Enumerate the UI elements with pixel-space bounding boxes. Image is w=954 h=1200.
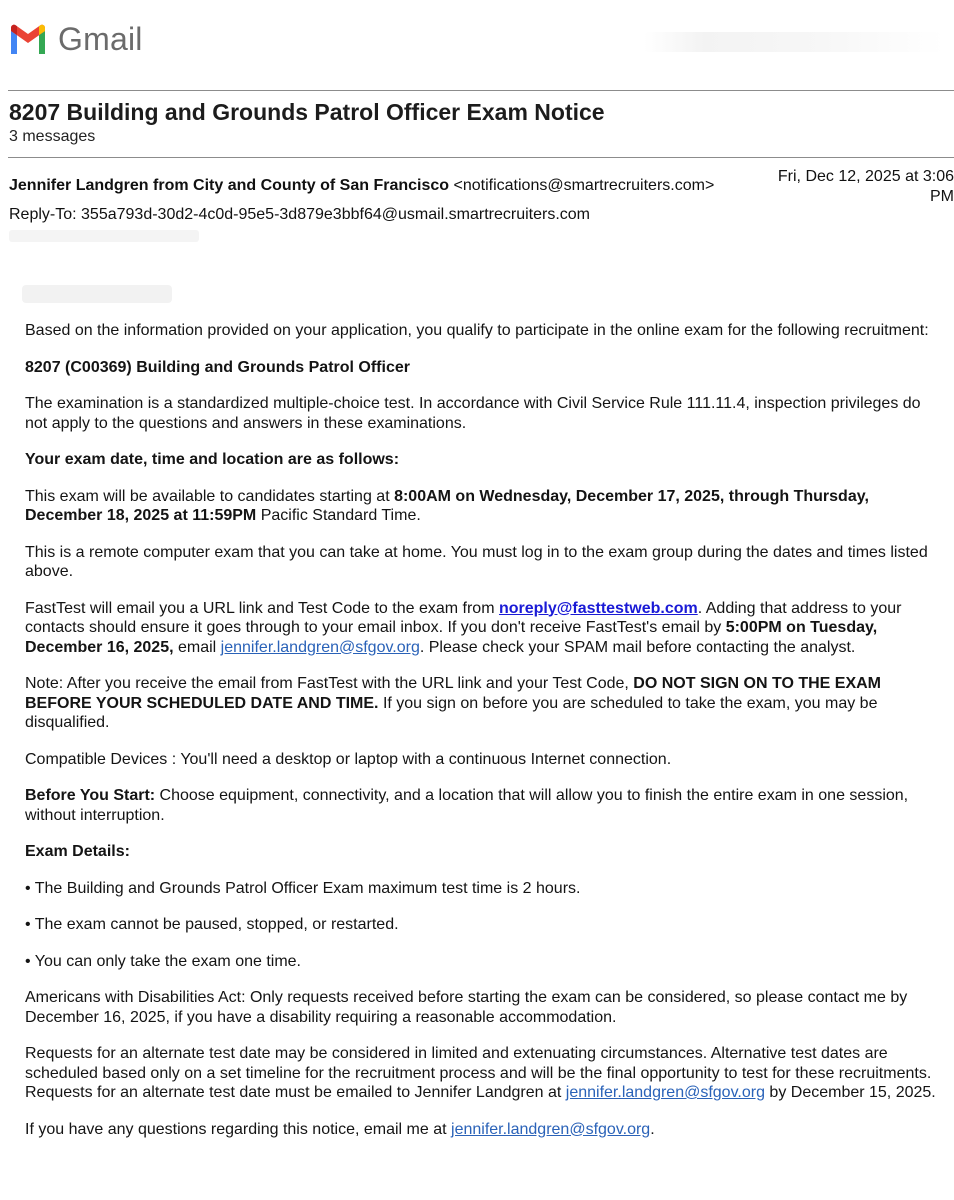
intro-paragraph: Based on the information provided on your application, you qualify to participate in the online exam for the following recruitment:	[25, 322, 929, 339]
gmail-m-icon	[8, 24, 48, 54]
fasttest-text-c: email	[173, 638, 221, 656]
recipient-redacted	[9, 230, 199, 242]
sender-line	[9, 177, 714, 195]
fasttest-text-a: FastTest will email you a URL link and Test Code to the exam from	[25, 599, 499, 617]
exam-type-paragraph: The examination is a standardized multiple-choice test. In accordance with Civil Service Rule 111.11.4, inspection privileges do not apply to the questions and answers in these examinations.	[25, 395, 921, 432]
sender-email[interactable]: <notifications@smartrecruiters.com>	[453, 177, 715, 194]
ada-paragraph: Americans with Disabilities Act: Only requests received before starting the exam can be considered, so please contact me by December 16, 2025, if you have a disability requiring a reasonable accommodation.	[25, 989, 908, 1026]
account-info-redacted	[644, 32, 944, 52]
gmail-wordmark: Gmail	[58, 20, 143, 57]
before-start-paragraph	[25, 786, 945, 825]
message-date	[754, 167, 954, 207]
header-divider	[8, 90, 954, 91]
fasttest-text-b: . Adding that address to your contacts should ensure it goes through to your email inbox. If you don't receive FastTest's email by	[25, 599, 902, 636]
reply-to: Reply-To: 355a793d-30d2-4c0d-95e5-3d879e3bbf64@usmail.smartrecruiters.com	[9, 206, 591, 223]
detail-item: • You can only take the exam one time.	[25, 952, 301, 970]
fasttest-deadline: 5:00PM on Tuesday, December 16, 2025,	[25, 619, 878, 656]
note-text-a: Note: After you receive the email from FastTest with the URL link and your Test Code,	[25, 675, 634, 692]
details-heading: Exam Details:	[25, 843, 130, 860]
message-date-line1: Fri, Dec 12, 2025 at 3:06	[777, 168, 954, 185]
fasttest-email-link[interactable]: noreply@fasttestweb.com	[498, 599, 698, 617]
detail-item: • The Building and Grounds Patrol Officer Exam maximum test time is 2 hours.	[25, 879, 581, 897]
thread-subject: 8207 Building and Grounds Patrol Officer Exam Notice	[9, 99, 605, 125]
availability-dates: 8:00AM on Wednesday, December 17, 2025, through Thursday, December 18, 2025 at 11:59PM	[25, 487, 869, 524]
remote-paragraph: This is a remote computer exam that you can take at home. You must log in to the exam group during the dates and times listed above.	[25, 543, 928, 580]
questions-text-b: .	[650, 1120, 655, 1138]
message-date-line2: PM	[930, 188, 954, 205]
availability-paragraph	[25, 487, 945, 526]
fasttest-text-d: . Please check your SPAM mail before contacting the analyst.	[419, 638, 856, 656]
message-count: 3 messages	[9, 128, 96, 145]
alternate-email-link[interactable]: jennifer.landgren@sfgov.org	[565, 1084, 765, 1101]
devices-paragraph: Compatible Devices : You'll need a desktop or laptop with a continuous Internet connection.	[25, 750, 672, 768]
greeting-redacted	[22, 285, 172, 303]
availability-timezone: Pacific Standard Time.	[256, 507, 421, 524]
detail-item: • The exam cannot be paused, stopped, or restarted.	[25, 916, 399, 933]
gmail-logo[interactable]	[8, 16, 143, 62]
fasttest-paragraph	[25, 599, 945, 658]
questions-paragraph	[25, 1120, 945, 1140]
schedule-heading: Your exam date, time and location are as follows:	[25, 451, 400, 468]
before-start-label: Before You Start:	[25, 787, 156, 804]
availability-text: This exam will be available to candidates starting at	[25, 487, 395, 505]
note-paragraph	[25, 674, 945, 733]
recruitment-title: 8207 (C00369) Building and Grounds Patrol Officer	[25, 358, 410, 376]
questions-text-a: If you have any questions regarding this notice, email me at	[25, 1120, 452, 1138]
alternate-text-a: Requests for an alternate test date may be considered in limited and extenuating circumstances. Alternative test dates are scheduled based only on a set timeline for the recruitment process and will be the final opportunity to test for these recruitments. Requests for an alternate test date must be emailed to Jennifer Landgren at	[25, 1045, 932, 1101]
note-warning: DO NOT SIGN ON TO THE EXAM BEFORE YOUR SCHEDULED DATE AND TIME.	[25, 675, 881, 712]
before-start-text: Choose equipment, connectivity, and a location that will allow you to finish the entire exam in one session, without interruption.	[25, 787, 909, 824]
subject-divider	[8, 157, 954, 158]
alternate-date-paragraph	[25, 1044, 945, 1103]
note-text-c: If you sign on before you are scheduled to take the exam, you may be disqualified.	[25, 694, 878, 731]
alternate-text-b: by December 15, 2025.	[764, 1084, 936, 1101]
analyst-email-link[interactable]: jennifer.landgren@sfgov.org	[220, 638, 420, 656]
message-body	[25, 321, 945, 1156]
questions-email-link[interactable]: jennifer.landgren@sfgov.org	[451, 1120, 651, 1138]
sender-name: Jennifer Landgren from City and County of San Francisco	[9, 177, 450, 194]
